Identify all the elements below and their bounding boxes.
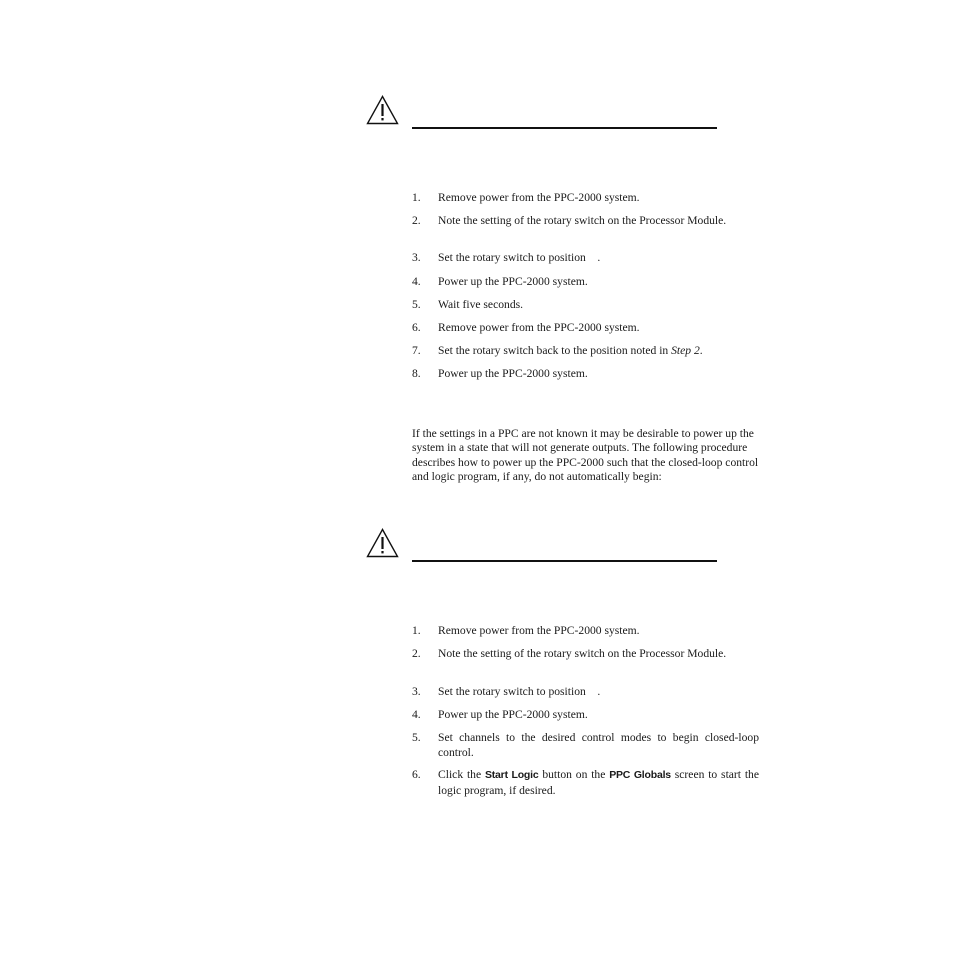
step-text: Note the setting of the rotary switch on the Processor Module. (438, 647, 727, 660)
step-text-part: Set the rotary switch back to the position noted in (438, 344, 672, 357)
list-item (412, 343, 759, 366)
step-reference: Step 2 (671, 344, 700, 357)
step-number: 4. (412, 708, 421, 721)
caution-divider (412, 127, 717, 129)
step-text: Power up the PPC-2000 system. (438, 708, 588, 721)
step-text: Power up the PPC-2000 system. (438, 275, 588, 288)
list-item (412, 684, 759, 707)
step-text (438, 767, 759, 798)
caution-divider (412, 560, 717, 562)
list-item (412, 730, 759, 767)
list-item (412, 623, 759, 646)
step-number: 5. (412, 731, 421, 744)
step-number: 4. (412, 275, 421, 288)
step-text: Remove power from the PPC-2000 system. (438, 321, 640, 334)
step-text: Power up the PPC-2000 system. (438, 367, 588, 380)
list-item (412, 274, 759, 297)
list-item (412, 767, 759, 797)
list-item (412, 297, 759, 320)
step-number: 6. (412, 768, 421, 781)
step-number: 6. (412, 321, 421, 334)
step-text: Wait five seconds. (438, 298, 524, 311)
step-number: 2. (412, 214, 421, 227)
intro-paragraph: If the settings in a PPC are not known it may be desirable to power up the system in a state that will not generate outputs. The following procedure describes how to power up the PPC-2000 such that the closed-loop control and logic program, if any, do not automatically begin: (412, 427, 759, 483)
list-item (412, 366, 759, 389)
step-number: 8. (412, 367, 421, 380)
step-text-part: screen to start the logic program, if desired. (438, 768, 759, 797)
procedure-2-steps (412, 623, 759, 797)
procedure-1-steps (412, 190, 759, 389)
list-item (412, 707, 759, 730)
step-number: 3. (412, 251, 421, 264)
step-text: Set channels to the desired control modes to begin closed-loop control. (438, 731, 759, 759)
list-item (412, 190, 759, 213)
caution-triangle-icon (366, 528, 399, 558)
step-text: Remove power from the PPC-2000 system. (438, 191, 640, 204)
step-text (438, 343, 759, 358)
step-text: Remove power from the PPC-2000 system. (438, 624, 640, 637)
ppc-globals-screen-label: PPC Globals (609, 769, 671, 781)
step-number: 2. (412, 647, 421, 660)
start-logic-button-label: Start Logic (484, 769, 539, 781)
step-number: 1. (412, 191, 421, 204)
step-text: Note the setting of the rotary switch on the Processor Module. (438, 214, 727, 227)
list-item (412, 250, 759, 274)
step-number: 7. (412, 344, 421, 357)
list-item (412, 213, 759, 250)
step-number: 3. (412, 685, 421, 698)
step-number: 1. (412, 624, 421, 637)
step-text-part: . (699, 344, 703, 357)
list-item (412, 320, 759, 343)
step-text-part: Click the (438, 768, 485, 781)
list-item (412, 646, 759, 684)
step-text-part: button on the (538, 768, 610, 781)
step-text: Set the rotary switch to position . (438, 251, 601, 264)
step-text: Set the rotary switch to position . (438, 685, 601, 698)
step-number: 5. (412, 298, 421, 311)
caution-triangle-icon (366, 95, 399, 125)
